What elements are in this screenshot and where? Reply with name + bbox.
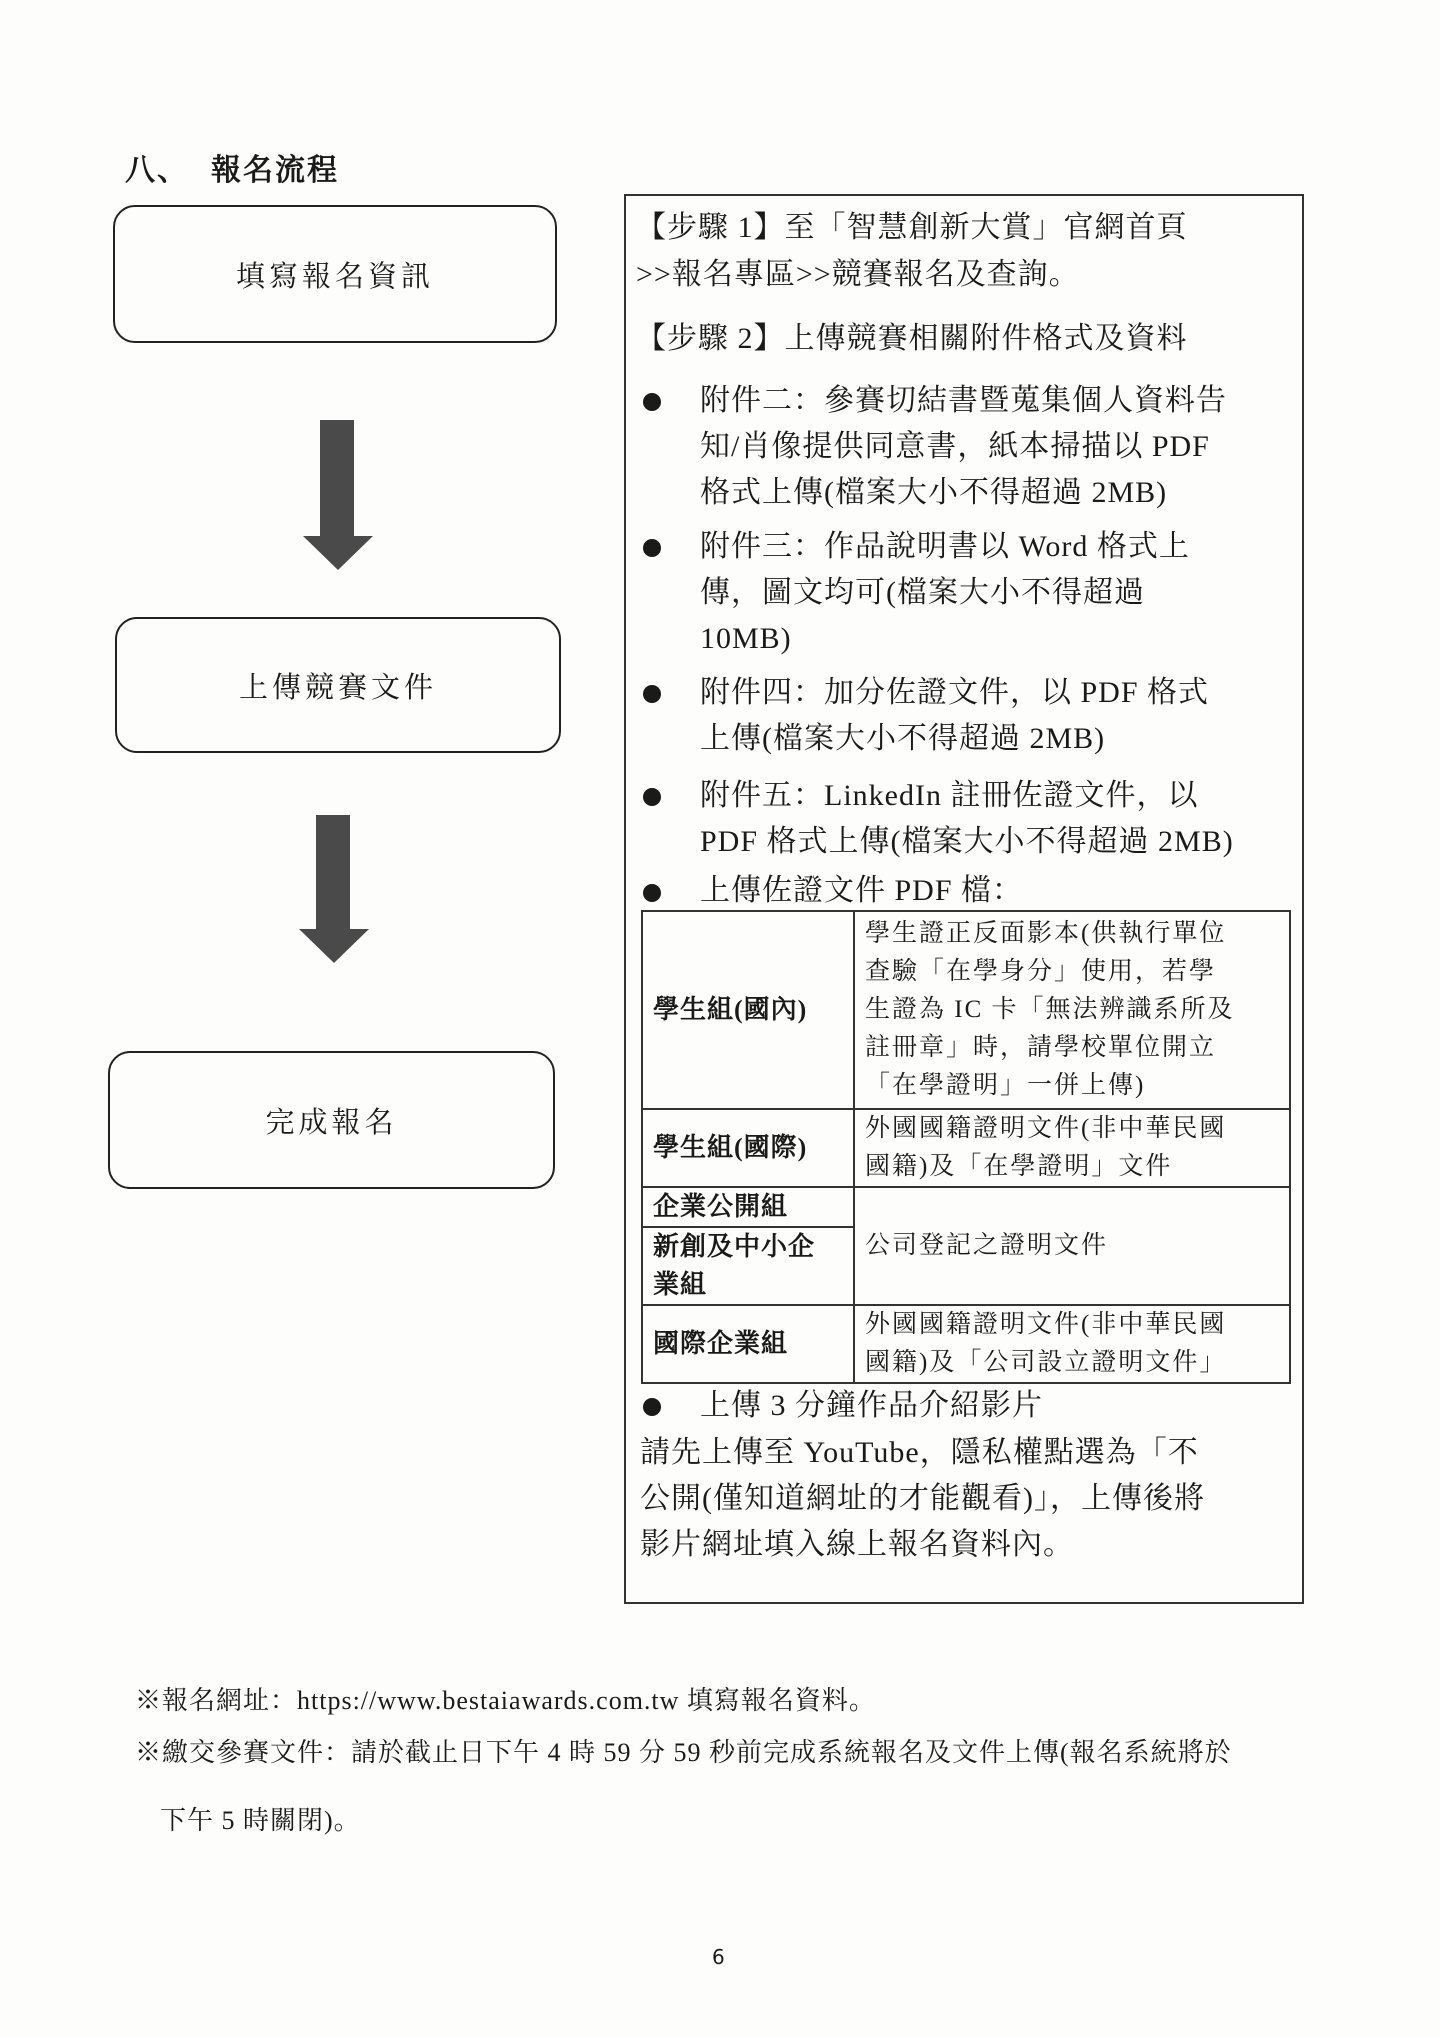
requirement-line: 生證為 IC 卡「無法辨識系所及 (865, 996, 1235, 1023)
section-heading (125, 145, 339, 189)
requirement-cell (854, 1109, 1290, 1187)
down-arrow-icon (303, 420, 373, 570)
video-bullet: 上傳 3 分鐘作品介紹影片 (700, 1389, 1043, 1422)
attachment-5-line: PDF 格式上傳(檔案大小不得超過 2MB) (700, 825, 1234, 858)
requirement-line: 查驗「在學身分」使用，若學 (865, 958, 1217, 985)
section-number: 八、 (125, 154, 189, 187)
attachment-4-line: 附件四：加分佐證文件，以 PDF 格式 (700, 676, 1210, 709)
attachment-3-line: 傳，圖文均可(檔案大小不得超過 (700, 576, 1145, 609)
group-cell: 企業公開組 (642, 1187, 854, 1227)
deadline-note-line2: 下午 5 時關閉)。 (160, 1806, 361, 1835)
step2-title: 【步驟 2】上傳競賽相關附件格式及資料 (636, 322, 1188, 355)
video-instruction-line: 影片網址填入線上報名資料內。 (640, 1528, 1074, 1561)
requirement-line: 註冊章」時，請學校單位開立 (865, 1034, 1217, 1061)
video-instruction-line: 請先上傳至 YouTube，隱私權點選為「不 (640, 1436, 1199, 1469)
attachment-2-line: 知/肖像提供同意書，紙本掃描以 PDF (700, 430, 1210, 463)
requirement-line: 國籍)及「公司設立證明文件」 (865, 1349, 1227, 1376)
down-arrow-icon (299, 815, 369, 965)
video-instruction-line: 公開(僅知道網址的才能觀看)」，上傳後將 (640, 1482, 1205, 1515)
flow-step-complete (108, 1051, 555, 1189)
attachment-3-line: 10MB) (700, 622, 792, 655)
requirement-line: 外國國籍證明文件(非中華民國 (865, 1115, 1227, 1142)
group-cell: 學生組(國際) (642, 1109, 854, 1187)
requirement-cell (854, 1187, 1290, 1305)
flow-step-label: 完成報名 (265, 1106, 398, 1139)
group-cell: 學生組(國內) (642, 911, 854, 1109)
group-line: 業組 (653, 1270, 708, 1299)
flow-step-label: 上傳競賽文件 (238, 671, 437, 704)
table-row (642, 1109, 1290, 1187)
bullet-icon (643, 393, 661, 411)
step1-line1: 【步驟 1】至「智慧創新大賞」官網首頁 (636, 211, 1188, 244)
section-title: 報名流程 (211, 154, 339, 187)
registration-url-note: ※報名網址：https://www.bestaiawards.com.tw 填寫報名資料。 (135, 1686, 876, 1715)
group-cell (642, 1227, 854, 1305)
requirement-cell (854, 911, 1290, 1109)
bullet-icon (643, 685, 661, 703)
group-line: 新創及中小企 (653, 1232, 816, 1261)
attachment-5-line: 附件五：LinkedIn 註冊佐證文件，以 (700, 779, 1199, 812)
attachment-3-line: 附件三：作品說明書以 Word 格式上 (700, 530, 1190, 563)
step1-line2: >>報名專區>>競賽報名及查詢。 (636, 258, 1080, 291)
page-number: 6 (712, 1945, 725, 1969)
attachment-2-line: 格式上傳(檔案大小不得超過 2MB) (700, 476, 1168, 509)
bullet-icon (643, 788, 661, 806)
bullet-icon (643, 1398, 661, 1416)
group-cell: 國際企業組 (642, 1305, 854, 1383)
flow-step-upload-docs (115, 617, 561, 753)
deadline-note-line1: ※繳交參賽文件：請於截止日下午 4 時 59 分 59 秒前完成系統報名及文件上傳(報名系統將於 (135, 1738, 1232, 1767)
table-row (642, 1187, 1290, 1227)
attachment-4-line: 上傳(檔案大小不得超過 2MB) (700, 722, 1106, 755)
requirement-line: 公司登記之證明文件 (865, 1232, 1109, 1259)
requirement-line: 學生證正反面影本(供執行單位 (865, 920, 1227, 947)
table-row (642, 911, 1290, 1109)
flow-step-label: 填寫報名資訊 (235, 260, 434, 293)
attachment-2-line: 附件二：參賽切結書暨蒐集個人資料告 (700, 384, 1227, 417)
requirement-line: 外國國籍證明文件(非中華民國 (865, 1311, 1227, 1338)
proof-docs-heading: 上傳佐證文件 PDF 檔： (700, 874, 1024, 907)
requirement-line: 國籍)及「在學證明」文件 (865, 1153, 1173, 1180)
bullet-icon (643, 884, 661, 902)
proof-documents-table (641, 910, 1291, 1384)
flow-step-fill-info (113, 205, 557, 343)
bullet-icon (643, 539, 661, 557)
table-row (642, 1305, 1290, 1383)
requirement-line: 「在學證明」一併上傳) (865, 1072, 1146, 1099)
requirement-cell (854, 1305, 1290, 1383)
